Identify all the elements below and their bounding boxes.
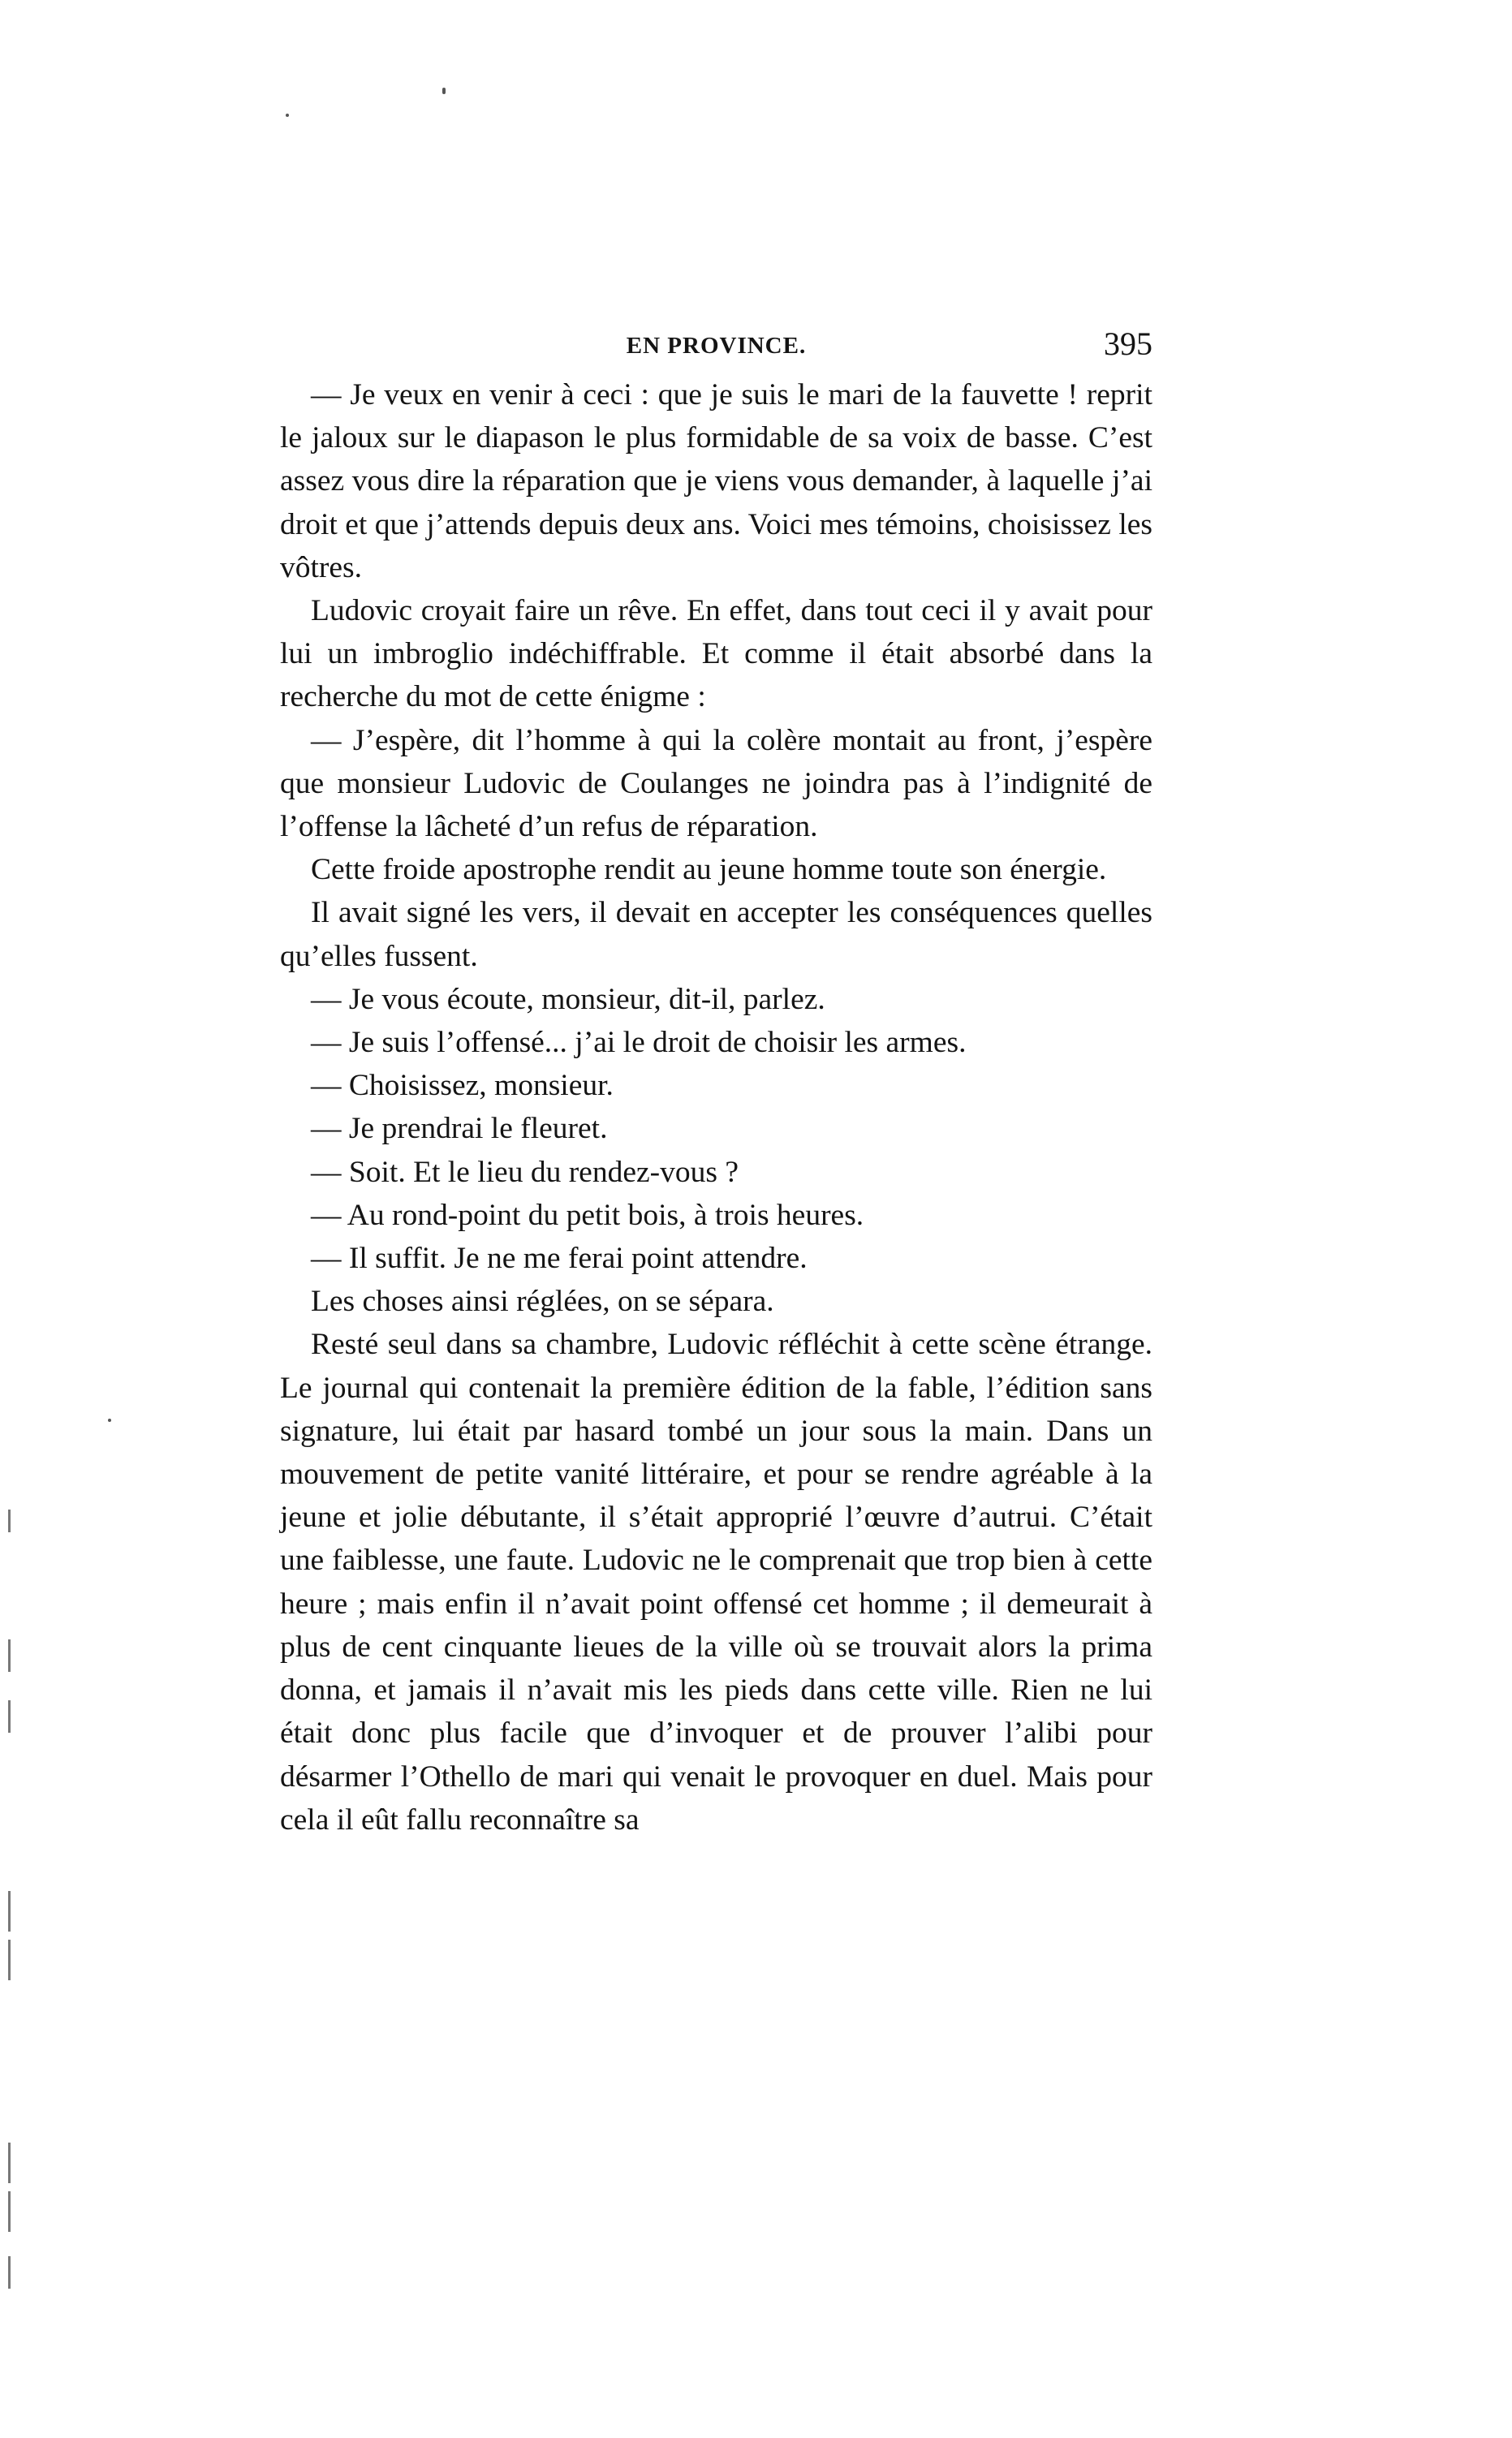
paragraph: Resté seul dans sa chambre, Ludovic réfléchit à cette scène étrange. Le journal qui contenait la première édition de la fable, l’édition sans signature, lui était par hasard tombé un jour sous la main. Dans un mouvement de petite vanité littéraire, et pour se rendre agréable à la jeune et jolie débutante, il s’était approprié l’œuvre d’autrui. C’était une faiblesse, une faute. Ludovic ne le comprenait que trop bien à cette heure ; mais enfin il n’avait point offensé cet homme ; il demeurait à plus de cent cinquante lieues de la ville où se trouvait alors la prima donna, et jamais il n’avait mis les pieds dans cette ville. Rien ne lui était donc plus facile que d’invoquer et de prouver l’alibi pour désarmer l’Othello de mari qui venait le provoquer en duel. Mais pour cela il eût fallu reconnaître sa (280, 1328, 1152, 1837)
scan-edge-mark (8, 1700, 11, 1733)
page-number: 395 (1104, 325, 1152, 362)
paragraph: — Je suis l’offensé... j’ai le droit de choisir les armes. (311, 1026, 967, 1060)
paragraph: Ludovic croyait faire un rêve. En effet, dans tout ceci il y avait pour lui un imbroglio indéchiffrable. Et comme il était absorbé dans la recherche du mot de cette énigme : (280, 594, 1152, 714)
scan-edge-mark (8, 2143, 11, 2183)
paragraph: — J’espère, dit l’homme à qui la colère montait au front, j’espère que monsieur Ludovic de Coulanges ne joindra pas à l’indignité de l’offense la lâcheté d’un refus de réparation. (280, 723, 1152, 844)
paragraph: Les choses ainsi réglées, on se sépara. (311, 1285, 774, 1319)
scan-edge-mark (8, 2256, 11, 2289)
paragraph: — Il suffit. Je ne me ferai point attendre. (311, 1242, 808, 1276)
scan-edge-mark (8, 2191, 11, 2232)
paragraph: — Je prendrai le fleuret. (311, 1112, 608, 1146)
paragraph: — Au rond-point du petit bois, à trois heures. (311, 1198, 864, 1232)
body-text (280, 373, 1152, 1841)
scan-speck (442, 88, 446, 94)
running-head-title: EN PROVINCE. (626, 333, 807, 359)
scan-speck (286, 114, 289, 117)
paragraph: Cette froide apostrophe rendit au jeune homme toute son énergie. (311, 853, 1107, 887)
scan-edge-mark (8, 1891, 11, 1932)
scan-speck (108, 1419, 111, 1422)
paragraph: — Je veux en venir à ceci : que je suis le mari de la fauvette ! reprit le jaloux sur le diapason le plus formidable de sa voix de basse. C’est assez vous dire la réparation que je viens vous demander, à laquelle j’ai droit et que j’attends depuis deux ans. Voici mes témoins, choisissez les vôtres. (280, 378, 1152, 584)
paragraph: — Choisissez, monsieur. (311, 1069, 614, 1103)
scan-edge-mark (8, 1510, 11, 1532)
running-head (280, 325, 1152, 373)
paragraph: — Soit. Et le lieu du rendez-vous ? (311, 1155, 739, 1189)
scan-edge-mark (8, 1639, 11, 1672)
paragraph: — Je vous écoute, monsieur, dit-il, parlez. (311, 982, 825, 1016)
paragraph: Il avait signé les vers, il devait en accepter les conséquences quelles qu’elles fussent. (280, 896, 1152, 973)
scan-edge-mark (8, 1940, 11, 1980)
